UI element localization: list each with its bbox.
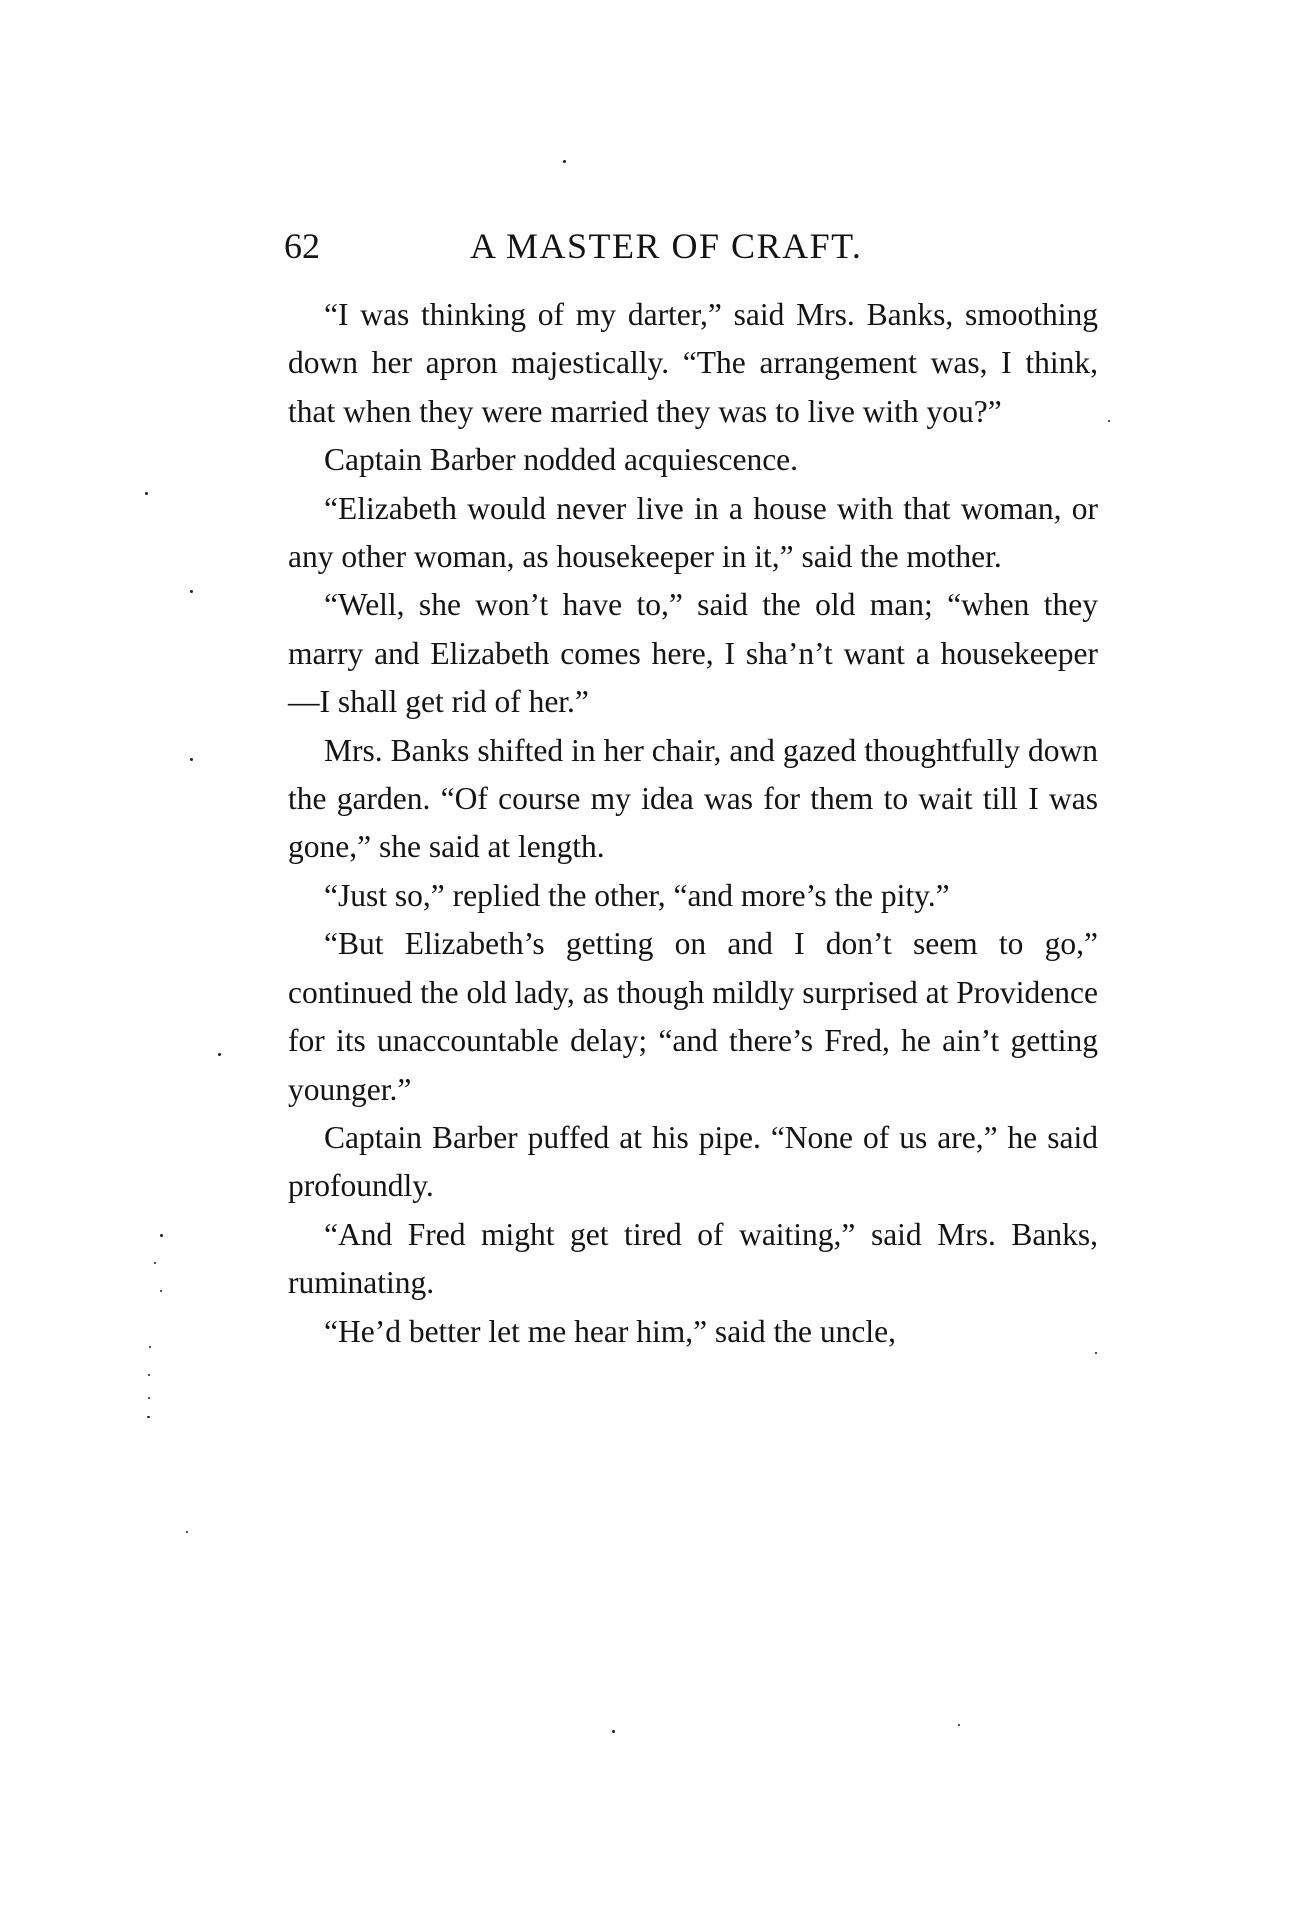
scan-speck bbox=[149, 1346, 151, 1348]
paragraph-5: Mrs. Banks shifted in her chair, and gazed thoughtfully down the garden. “Of course my idea was for them to wait till I was gone,” she said at length. bbox=[288, 732, 1098, 865]
page-number: 62 bbox=[284, 226, 320, 266]
paragraph-9: “And Fred might get tired of waiting,” said Mrs. Banks, ruminating. bbox=[288, 1216, 1098, 1301]
scan-speck bbox=[147, 1416, 150, 1418]
paragraph-3: “Elizabeth would never live in a house with that woman, or any other woman, as housekeeper in it,” said the mother. bbox=[288, 490, 1098, 575]
scan-speck bbox=[958, 1724, 960, 1726]
body-text bbox=[288, 291, 1098, 1356]
scan-speck bbox=[145, 492, 148, 495]
paragraph-2: Captain Barber nodded acquiescence. bbox=[324, 442, 799, 478]
scan-speck bbox=[1095, 1352, 1097, 1354]
scan-speck bbox=[190, 590, 193, 593]
scan-speck bbox=[218, 1053, 221, 1056]
scan-speck bbox=[563, 160, 566, 163]
scan-speck bbox=[612, 1730, 615, 1733]
scan-speck bbox=[148, 1374, 150, 1376]
scan-speck bbox=[190, 758, 193, 761]
scan-speck bbox=[148, 1397, 150, 1399]
paragraph-8: Captain Barber puffed at his pipe. “None of us are,” he said profoundly. bbox=[288, 1119, 1098, 1204]
running-title: A MASTER OF CRAFT. bbox=[470, 226, 863, 266]
paragraph-1: “I was thinking of my darter,” said Mrs. Banks, smoothing down her apron majestically. “The arrangement was, I think, that when they were married they was to live with you?” bbox=[288, 297, 1098, 429]
paragraph-6: “Just so,” replied the other, “and more’s the pity.” bbox=[324, 877, 950, 913]
scan-speck bbox=[1108, 420, 1110, 422]
paragraph-10: “He’d better let me hear him,” said the uncle, bbox=[324, 1313, 896, 1349]
paragraph-7: “But Elizabeth’s getting on and I don’t seem to go,” continued the old lady, as though mildly surprised at Providence for its unaccountable delay; “and there’s Fred, he ain’t getting younger.” bbox=[288, 926, 1098, 1107]
paragraph-4: “Well, she won’t have to,” said the old man; “when they marry and Elizabeth comes here, I sha’n’t want a housekeeper—I shall get rid of her.” bbox=[288, 587, 1098, 720]
page-header bbox=[284, 222, 1094, 270]
scan-speck bbox=[160, 1234, 163, 1237]
scan-speck bbox=[154, 1262, 156, 1264]
scan-speck bbox=[186, 1531, 188, 1533]
scan-speck bbox=[160, 1290, 162, 1292]
